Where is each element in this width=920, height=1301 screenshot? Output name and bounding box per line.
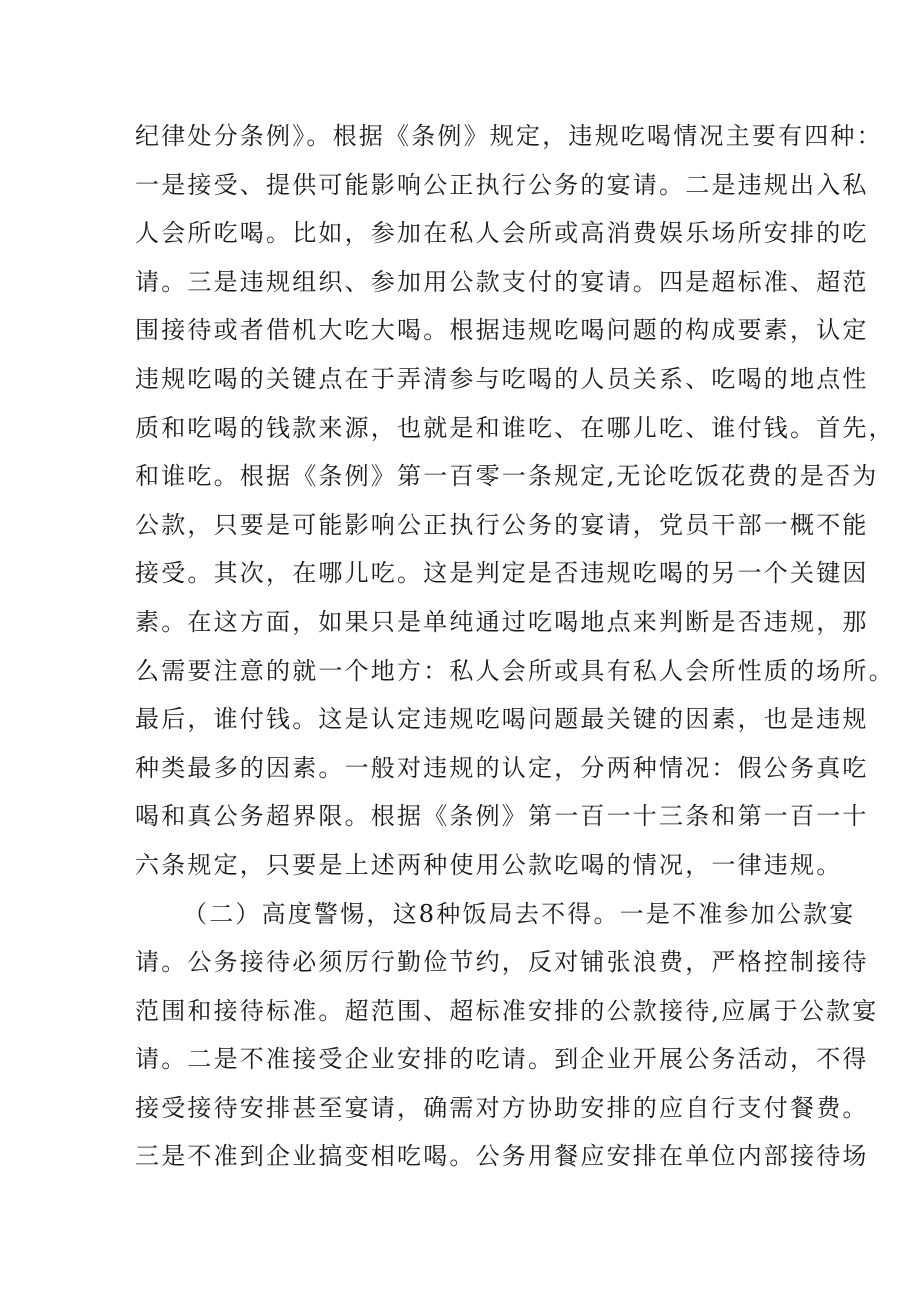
- text-line-4: 请。三是违规组织、参加用公款支付的宴请。四是超标准、超范: [135, 267, 869, 296]
- text-line-19: 范围和接待标准。超范围、超标准安排的公款接待,应属于公款宴: [135, 996, 879, 1025]
- text-line-14: 种类最多的因素。一般对违规的认定，分两种情况：假公务真吃: [135, 753, 869, 782]
- text-line-3: 人会所吃喝。比如，参加在私人会所或高消费娱乐场所安排的吃: [135, 219, 869, 248]
- text-line-21: 接受接待安排甚至宴请，确需对方协助安排的应自行支付餐费。: [135, 1093, 869, 1122]
- text-line-20: 请。二是不准接受企业安排的吃请。到企业开展公务活动，不得: [135, 1045, 869, 1074]
- text-line-6: 违规吃喝的关键点在于弄清参与吃喝的人员关系、吃喝的地点性: [135, 364, 869, 393]
- text-line-12: 么需要注意的就一个地方：私人会所或具有私人会所性质的场所。: [135, 656, 895, 685]
- text-line-7: 质和吃喝的钱款来源，也就是和谁吃、在哪儿吃、谁付钱。首先，: [135, 413, 895, 442]
- text-line-5: 围接待或者借机大吃大喝。根据违规吃喝问题的构成要素，认定: [135, 316, 869, 345]
- text-line-1: 纪律处分条例》。根据《条例》规定，违规吃喝情况主要有四种：: [135, 122, 883, 150]
- text-line-16: 六条规定，只要是上述两种使用公款吃喝的情况，一律违规。: [135, 850, 843, 879]
- text-line-8: 和谁吃。根据《条例》第一百零一条规定,无论吃饭花费的是否为: [135, 462, 879, 491]
- body-text: [135, 112, 895, 1181]
- text-line-9: 公款，只要是可能影响公正执行公务的宴请，党员干部一概不能: [135, 510, 869, 539]
- text-line-22: 三是不准到企业搞变相吃喝。公务用餐应安排在单位内部接待场: [135, 1142, 869, 1171]
- text-line-15: 喝和真公务超界限。根据《条例》第一百一十三条和第一百一十: [135, 802, 869, 831]
- text-line-11: 素。在这方面，如果只是单纯通过吃喝地点来判断是否违规，那: [135, 607, 869, 636]
- text-line-18: 请。公务接待必须厉行勤俭节约，反对铺张浪费，严格控制接待: [135, 948, 869, 977]
- section-heading-line: （二）高度警惕，这8种饭局去不得。一是不准参加公款宴: [183, 899, 856, 928]
- text-line-10: 接受。其次，在哪儿吃。这是判定是否违规吃喝的另一个关键因: [135, 559, 869, 588]
- text-line-13: 最后，谁付钱。这是认定违规吃喝问题最关键的因素，也是违规: [135, 705, 869, 734]
- text-line-2: 一是接受、提供可能影响公正执行公务的宴请。二是违规出入私: [135, 170, 869, 199]
